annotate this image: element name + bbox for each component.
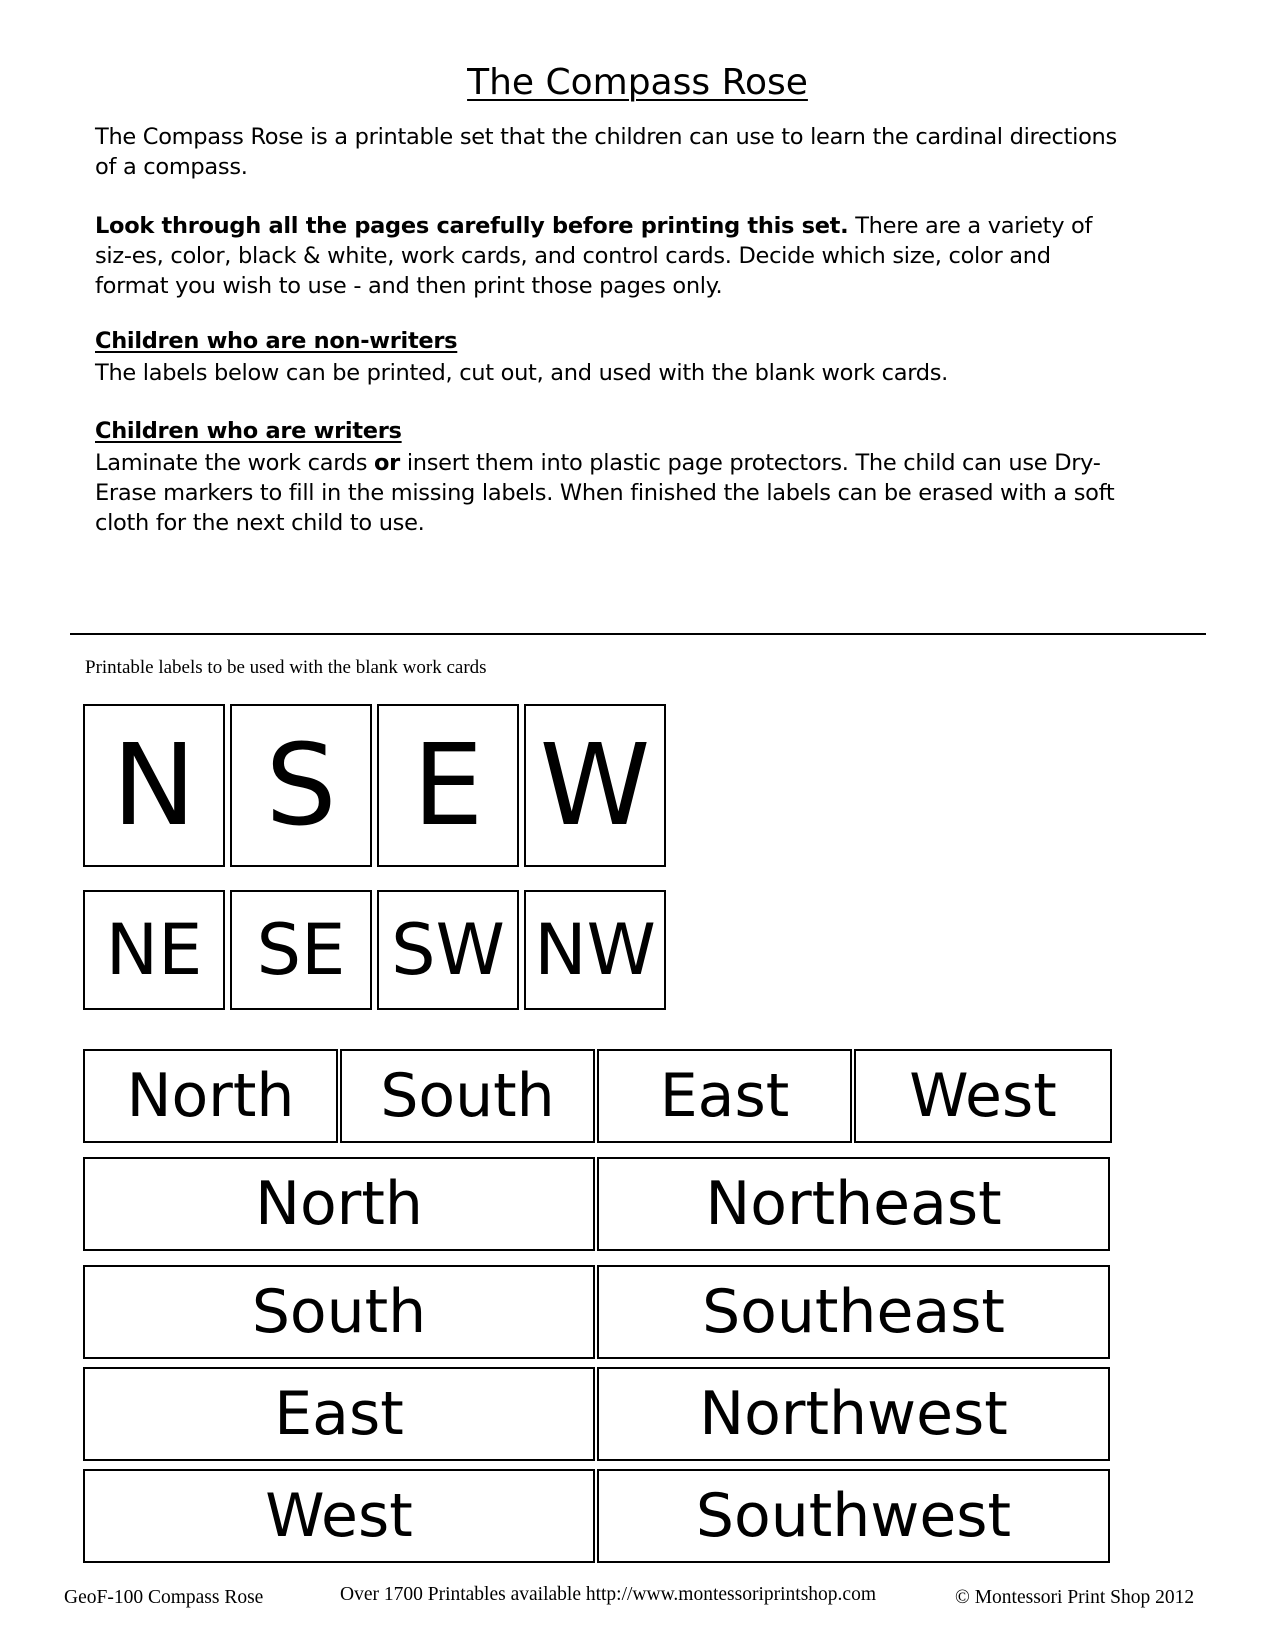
label-card-direction: East	[83, 1367, 595, 1461]
label-card-direction: Northeast	[597, 1157, 1110, 1251]
label-card-word: South	[340, 1049, 595, 1143]
labels-caption: Printable labels to be used with the blank work cards	[85, 657, 487, 678]
writers-heading: Children who are writers	[95, 418, 402, 444]
label-card-letter: S	[230, 704, 372, 867]
page-title: The Compass Rose	[467, 62, 808, 103]
label-card-word: North	[83, 1049, 338, 1143]
non-writers-text: The labels below can be printed, cut out, and used with the blank work cards.	[95, 360, 949, 386]
label-card-abbrev: NW	[524, 890, 666, 1010]
label-card-letter: N	[83, 704, 225, 867]
writers-text-after: insert them into plastic page protectors. The child can use Dry-Erase markers to fill in the missing labels. When finished the labels can be erased with a soft cloth for the next child to use.	[95, 450, 1115, 536]
label-card-word: East	[597, 1049, 852, 1143]
look-through-bold: Look through all the pages carefully before printing this set.	[95, 213, 849, 239]
look-through-text: There are a variety of siz-es, color, black & white, work cards, and control cards. Decide which size, color and format you wish to use - and then print those pages only.	[95, 213, 1093, 299]
label-card-direction: Southwest	[597, 1469, 1110, 1563]
footer-promo: Over 1700 Printables available http://www.montessoriprintshop.com	[340, 1584, 876, 1605]
label-card-direction: North	[83, 1157, 595, 1251]
label-card-abbrev: NE	[83, 890, 225, 1010]
divider-line	[70, 633, 1206, 635]
footer-copyright: © Montessori Print Shop 2012	[955, 1587, 1195, 1608]
non-writers-heading: Children who are non-writers	[95, 328, 458, 354]
look-through-paragraph	[95, 211, 1125, 301]
footer-code: GeoF-100 Compass Rose	[64, 1587, 264, 1608]
intro-paragraph: The Compass Rose is a printable set that the children can use to learn the cardinal directions of a compass.	[95, 124, 1117, 180]
label-card-word: West	[854, 1049, 1112, 1143]
label-card-direction: South	[83, 1265, 595, 1359]
label-card-letter: W	[524, 704, 666, 867]
label-card-direction: Southeast	[597, 1265, 1110, 1359]
writers-text-before: Laminate the work cards	[95, 450, 375, 476]
label-card-direction: West	[83, 1469, 595, 1563]
writers-paragraph	[95, 448, 1125, 538]
label-card-abbrev: SW	[377, 890, 519, 1010]
writers-text-or: or	[374, 450, 400, 476]
label-card-abbrev: SE	[230, 890, 372, 1010]
label-card-direction: Northwest	[597, 1367, 1110, 1461]
label-card-letter: E	[377, 704, 519, 867]
